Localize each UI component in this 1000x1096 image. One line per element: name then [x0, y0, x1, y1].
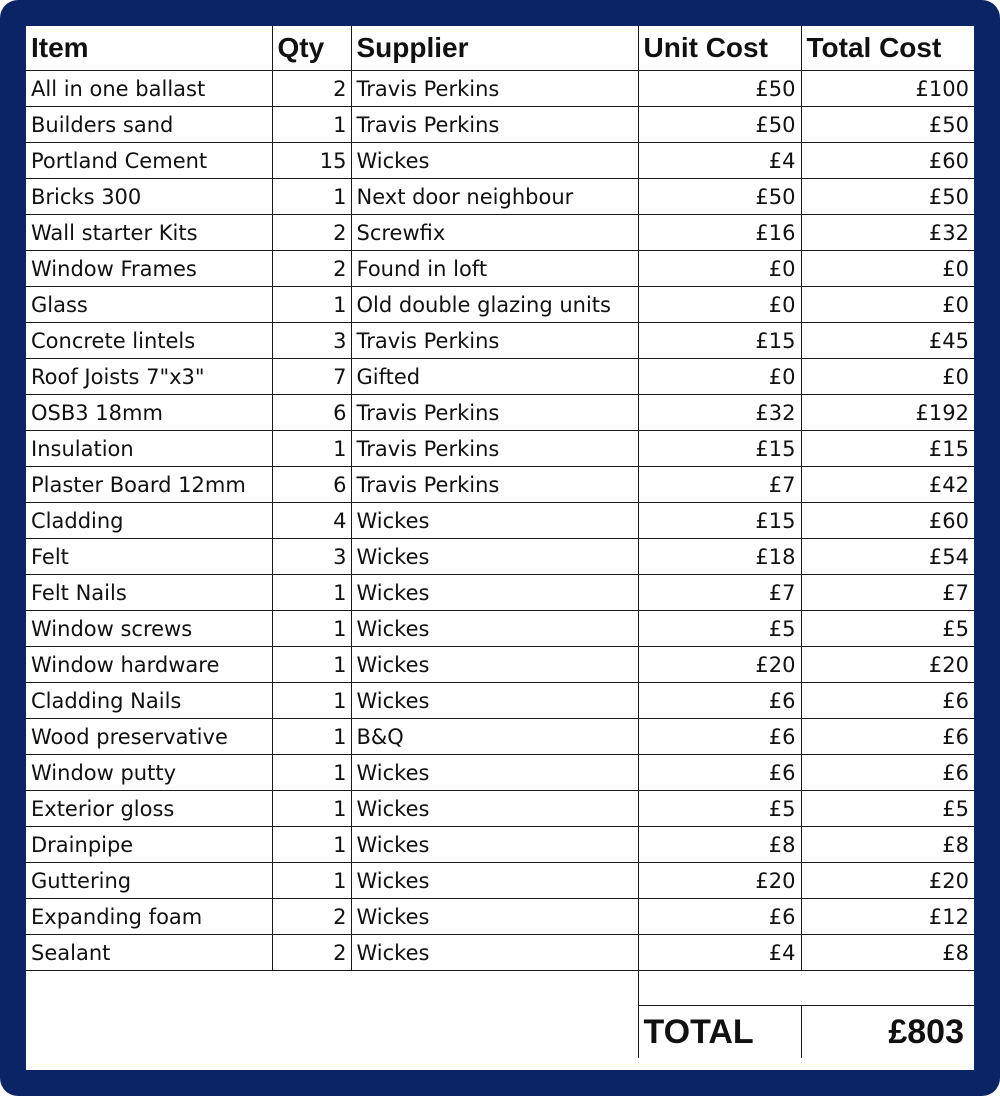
cell-unit-cost: £50 [638, 71, 801, 107]
cell-item: Felt [26, 539, 272, 575]
cell-item: Wood preservative [26, 719, 272, 755]
cell-qty: 1 [272, 287, 351, 323]
cell-total-cost: £20 [801, 863, 974, 899]
items-body [26, 71, 974, 971]
total-label: TOTAL [638, 1006, 801, 1059]
cell-supplier: Wickes [351, 503, 638, 539]
cell-qty: 1 [272, 107, 351, 143]
cell-qty: 1 [272, 863, 351, 899]
table-row [26, 107, 974, 143]
cost-sheet [26, 26, 974, 1070]
table-row [26, 431, 974, 467]
cell-item: Roof Joists 7"x3" [26, 359, 272, 395]
cell-total-cost: £8 [801, 935, 974, 971]
cell-qty: 2 [272, 935, 351, 971]
table-row [26, 215, 974, 251]
cell-unit-cost: £18 [638, 539, 801, 575]
cell-unit-cost: £0 [638, 359, 801, 395]
table-row [26, 935, 974, 971]
table-row [26, 359, 974, 395]
cell-qty: 15 [272, 143, 351, 179]
cell-qty: 1 [272, 431, 351, 467]
table-row [26, 287, 974, 323]
cell-qty: 6 [272, 467, 351, 503]
cell-item: Concrete lintels [26, 323, 272, 359]
cell-qty: 1 [272, 179, 351, 215]
table-row [26, 251, 974, 287]
cell-qty: 2 [272, 899, 351, 935]
cell-unit-cost: £6 [638, 899, 801, 935]
cell-total-cost: £42 [801, 467, 974, 503]
cell-qty: 1 [272, 575, 351, 611]
cell-qty: 1 [272, 827, 351, 863]
blank-row [26, 971, 974, 1006]
table-row [26, 71, 974, 107]
cell-qty: 2 [272, 71, 351, 107]
cell-qty: 7 [272, 359, 351, 395]
cell-total-cost: £20 [801, 647, 974, 683]
cell-item: Bricks 300 [26, 179, 272, 215]
cell-total-cost: £50 [801, 179, 974, 215]
cell-total-cost: £54 [801, 539, 974, 575]
table-row [26, 899, 974, 935]
cell-total-cost: £192 [801, 395, 974, 431]
table-row [26, 791, 974, 827]
cell-unit-cost: £0 [638, 287, 801, 323]
header-qty: Qty [272, 26, 351, 71]
cell-unit-cost: £15 [638, 503, 801, 539]
header-row [26, 26, 974, 71]
cell-unit-cost: £7 [638, 467, 801, 503]
cell-supplier: Wickes [351, 899, 638, 935]
table-row [26, 647, 974, 683]
cell-qty: 1 [272, 755, 351, 791]
cell-item: Window screws [26, 611, 272, 647]
cell-item: Window putty [26, 755, 272, 791]
cell-item: All in one ballast [26, 71, 272, 107]
cell-item: Window hardware [26, 647, 272, 683]
header-unit-cost: Unit Cost [638, 26, 801, 71]
cell-item: Plaster Board 12mm [26, 467, 272, 503]
cell-unit-cost: £16 [638, 215, 801, 251]
cell-unit-cost: £15 [638, 431, 801, 467]
cell-unit-cost: £7 [638, 575, 801, 611]
cell-supplier: Screwfix [351, 215, 638, 251]
summary-body [26, 971, 974, 1059]
table-row [26, 611, 974, 647]
cell-supplier: B&Q [351, 719, 638, 755]
cell-supplier: Wickes [351, 575, 638, 611]
cell-item: Wall starter Kits [26, 215, 272, 251]
cell-unit-cost: £20 [638, 863, 801, 899]
cell-supplier: Wickes [351, 755, 638, 791]
cell-qty: 1 [272, 683, 351, 719]
cell-supplier: Found in loft [351, 251, 638, 287]
cell-total-cost: £0 [801, 359, 974, 395]
table-row [26, 467, 974, 503]
cell-total-cost: £32 [801, 215, 974, 251]
cell-qty: 3 [272, 539, 351, 575]
cell-total-cost: £12 [801, 899, 974, 935]
cell-unit-cost: £32 [638, 395, 801, 431]
cell-qty: 1 [272, 611, 351, 647]
cell-item: Sealant [26, 935, 272, 971]
cell-unit-cost: £50 [638, 179, 801, 215]
cell-total-cost: £0 [801, 287, 974, 323]
cell-qty: 2 [272, 251, 351, 287]
total-value: £803 [888, 1012, 964, 1051]
cell-supplier: Travis Perkins [351, 71, 638, 107]
cell-total-cost: £6 [801, 755, 974, 791]
cell-supplier: Travis Perkins [351, 323, 638, 359]
cell-item: Cladding Nails [26, 683, 272, 719]
cell-item: Guttering [26, 863, 272, 899]
cell-supplier: Wickes [351, 683, 638, 719]
total-row [26, 1006, 974, 1059]
cell-unit-cost: £0 [638, 251, 801, 287]
cell-supplier: Wickes [351, 791, 638, 827]
cell-supplier: Wickes [351, 935, 638, 971]
cell-unit-cost: £15 [638, 323, 801, 359]
cell-qty: 1 [272, 791, 351, 827]
cell-unit-cost: £6 [638, 755, 801, 791]
cell-supplier: Travis Perkins [351, 431, 638, 467]
table-row [26, 683, 974, 719]
cell-total-cost: £60 [801, 503, 974, 539]
cell-supplier: Gifted [351, 359, 638, 395]
cell-supplier: Wickes [351, 143, 638, 179]
cell-qty: 1 [272, 719, 351, 755]
cell-total-cost: £7 [801, 575, 974, 611]
cell-unit-cost: £5 [638, 611, 801, 647]
table-row [26, 395, 974, 431]
table-row [26, 827, 974, 863]
cell-unit-cost: £50 [638, 107, 801, 143]
cell-qty: 1 [272, 647, 351, 683]
cell-item: Window Frames [26, 251, 272, 287]
cell-supplier: Travis Perkins [351, 467, 638, 503]
cell-unit-cost: £6 [638, 719, 801, 755]
table-row [26, 719, 974, 755]
cell-supplier: Wickes [351, 611, 638, 647]
header-total-cost: Total Cost [801, 26, 974, 71]
cell-supplier: Wickes [351, 539, 638, 575]
cell-item: Insulation [26, 431, 272, 467]
table-row [26, 863, 974, 899]
cell-total-cost: £0 [801, 251, 974, 287]
table-row [26, 179, 974, 215]
table-row [26, 755, 974, 791]
cell-qty: 4 [272, 503, 351, 539]
table-row [26, 323, 974, 359]
header-supplier: Supplier [351, 26, 638, 71]
cell-total-cost: £8 [801, 827, 974, 863]
cell-item: Portland Cement [26, 143, 272, 179]
cell-item: Builders sand [26, 107, 272, 143]
cell-item: Drainpipe [26, 827, 272, 863]
table-row [26, 503, 974, 539]
cell-item: Exterior gloss [26, 791, 272, 827]
cell-supplier: Travis Perkins [351, 395, 638, 431]
cell-qty: 6 [272, 395, 351, 431]
header-item: Item [26, 26, 272, 71]
cell-supplier: Wickes [351, 647, 638, 683]
cell-unit-cost: £8 [638, 827, 801, 863]
cell-qty: 2 [272, 215, 351, 251]
cell-qty: 3 [272, 323, 351, 359]
cell-supplier: Wickes [351, 827, 638, 863]
cell-total-cost: £100 [801, 71, 974, 107]
cell-item: OSB3 18mm [26, 395, 272, 431]
table-row [26, 143, 974, 179]
cell-total-cost: £6 [801, 683, 974, 719]
cell-unit-cost: £5 [638, 791, 801, 827]
cell-unit-cost: £20 [638, 647, 801, 683]
cell-unit-cost: £6 [638, 683, 801, 719]
cell-total-cost: £50 [801, 107, 974, 143]
table-row [26, 539, 974, 575]
cell-total-cost: £5 [801, 611, 974, 647]
cell-total-cost: £15 [801, 431, 974, 467]
cell-unit-cost: £4 [638, 935, 801, 971]
table-row [26, 575, 974, 611]
cell-supplier: Wickes [351, 863, 638, 899]
cell-supplier: Next door neighbour [351, 179, 638, 215]
cell-unit-cost: £4 [638, 143, 801, 179]
cell-item: Expanding foam [26, 899, 272, 935]
cell-item: Cladding [26, 503, 272, 539]
cell-supplier: Travis Perkins [351, 107, 638, 143]
cell-item: Glass [26, 287, 272, 323]
cell-supplier: Old double glazing units [351, 287, 638, 323]
cell-total-cost: £60 [801, 143, 974, 179]
cell-item: Felt Nails [26, 575, 272, 611]
cell-total-cost: £45 [801, 323, 974, 359]
materials-cost-table [26, 26, 974, 1058]
cell-total-cost: £6 [801, 719, 974, 755]
cell-total-cost: £5 [801, 791, 974, 827]
